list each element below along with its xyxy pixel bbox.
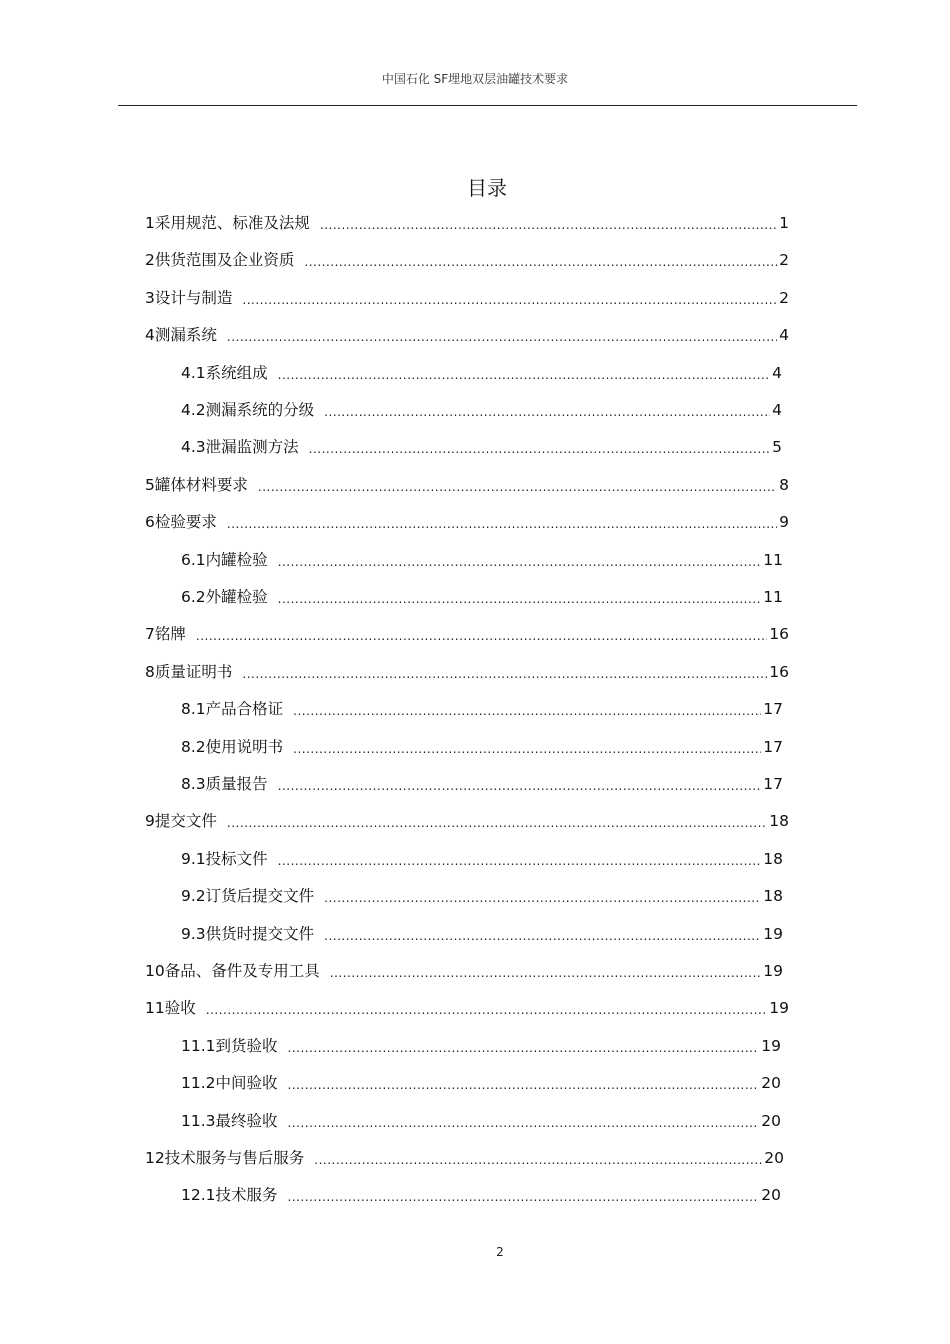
toc-dot-leader — [278, 776, 762, 796]
toc-entry-page: 17 — [763, 700, 783, 719]
toc-entry-label: 铭牌 — [154, 625, 186, 644]
toc-entry-label: 质量证明书 — [154, 662, 233, 681]
toc-entry-page: 18 — [769, 812, 789, 831]
toc-entry[interactable] — [145, 996, 789, 1020]
toc-entry-label: 提交文件 — [154, 812, 217, 831]
toc-entry-page: 2 — [779, 251, 789, 270]
toc-entry-number: 6 — [145, 513, 155, 532]
toc-dot-leader — [206, 1000, 768, 1020]
toc-entry[interactable] — [181, 548, 783, 572]
toc-entry-page: 16 — [769, 662, 789, 681]
toc-entry-page: 17 — [763, 737, 783, 756]
toc-entry-label: 设计与制造 — [154, 288, 233, 307]
toc-entry-label: 质量报告 — [205, 775, 268, 793]
toc-entry[interactable] — [145, 473, 789, 497]
toc-entry[interactable] — [181, 398, 782, 422]
toc-entry-page: 5 — [772, 438, 782, 457]
toc-entry[interactable] — [145, 510, 789, 534]
toc-entry-page: 18 — [763, 849, 783, 868]
toc-entry[interactable] — [181, 585, 783, 609]
toc-entry[interactable] — [181, 361, 782, 385]
toc-entry-number: 6.1 — [181, 550, 206, 569]
toc-dot-leader — [227, 813, 767, 833]
toc-dot-leader — [242, 290, 777, 310]
toc-entry-number: 4.3 — [181, 438, 206, 457]
toc-entry-page: 8 — [779, 475, 789, 494]
toc-entry-page: 18 — [763, 887, 783, 906]
toc-entry[interactable] — [145, 622, 789, 646]
toc-entry-label: 投标文件 — [205, 849, 268, 868]
toc-dot-leader — [278, 589, 762, 609]
toc-entry-number: 9 — [145, 812, 155, 831]
toc-entry-number: 6.2 — [181, 588, 206, 606]
toc-entry-number: 8.1 — [181, 700, 206, 719]
toc-entry-page: 19 — [763, 924, 783, 943]
toc-dot-leader — [324, 888, 761, 908]
toc-entry-page: 4 — [772, 401, 782, 419]
toc-entry-number: 4.2 — [181, 401, 206, 419]
toc-dot-leader — [258, 477, 777, 497]
toc-entry-number: 8.2 — [181, 737, 206, 756]
toc-entry-number: 12 — [145, 1149, 165, 1167]
header-rule — [118, 105, 857, 106]
toc-dot-leader — [278, 851, 762, 871]
toc-entry-label: 技术服务 — [215, 1186, 278, 1205]
toc-entry-page: 1 — [779, 214, 789, 232]
toc-entry[interactable] — [145, 211, 789, 235]
toc-entry-label: 备品、备件及专用工具 — [164, 962, 320, 980]
toc-dot-leader — [196, 626, 767, 646]
toc-entry-label: 测漏系统的分级 — [205, 401, 315, 419]
toc-dot-leader — [242, 664, 767, 684]
toc-entry-page: 20 — [761, 1111, 781, 1130]
toc-dot-leader — [293, 701, 761, 721]
toc-entry[interactable] — [181, 697, 783, 721]
toc-entry[interactable] — [145, 809, 789, 833]
toc-dot-leader — [314, 1150, 762, 1170]
toc-entry[interactable] — [145, 660, 789, 684]
toc-entry-label: 技术服务与售后服务 — [164, 1149, 305, 1167]
toc-entry-number: 8 — [145, 662, 155, 681]
toc-entry-page: 20 — [761, 1074, 781, 1093]
toc-entry[interactable] — [181, 1034, 781, 1058]
toc-entry-label: 测漏系统 — [154, 326, 217, 345]
toc-entry[interactable] — [181, 1183, 781, 1207]
toc-entry-number: 5 — [145, 475, 155, 494]
toc-entry-page: 4 — [772, 363, 782, 382]
toc-title: 目录 — [467, 176, 507, 200]
toc-entry-page: 19 — [763, 962, 783, 980]
toc-entry[interactable] — [181, 922, 783, 946]
toc-entry[interactable] — [181, 772, 783, 796]
toc-dot-leader — [288, 1187, 760, 1207]
toc-dot-leader — [324, 926, 761, 946]
toc-entry[interactable] — [181, 735, 783, 759]
toc-entry-page: 11 — [763, 588, 783, 606]
toc-dot-leader — [288, 1075, 760, 1095]
toc-entry[interactable] — [181, 1109, 781, 1133]
toc-entry-label: 泄漏监测方法 — [205, 438, 299, 457]
toc-entry-page: 2 — [779, 288, 789, 307]
toc-dot-leader — [278, 365, 770, 385]
toc-entry-page: 20 — [761, 1186, 781, 1205]
toc-entry-label: 供货范围及企业资质 — [154, 251, 295, 270]
toc-entry-label: 罐体材料要求 — [154, 475, 248, 494]
toc-entry-page: 20 — [764, 1149, 784, 1167]
toc-dot-leader — [324, 402, 770, 422]
toc-entry-label: 检验要求 — [154, 513, 217, 532]
toc-entry-label: 产品合格证 — [205, 700, 284, 719]
toc-entry-number: 9.3 — [181, 924, 206, 943]
toc-entry-label: 供货时提交文件 — [205, 924, 315, 943]
toc-entry-page: 16 — [769, 625, 789, 644]
toc-entry-number: 10 — [145, 962, 165, 980]
toc-dot-leader — [227, 327, 777, 347]
toc-entry-number: 11 — [145, 999, 165, 1018]
toc-entry-label: 最终验收 — [215, 1111, 278, 1130]
toc-entry-number: 12.1 — [181, 1186, 216, 1205]
toc-entry[interactable] — [145, 1146, 784, 1170]
toc-entry-number: 4.1 — [181, 363, 206, 382]
toc-entry[interactable] — [145, 248, 789, 272]
toc-dot-leader — [278, 552, 762, 572]
toc-dot-leader — [320, 215, 777, 235]
toc-dot-leader — [330, 963, 762, 983]
toc-dot-leader — [288, 1113, 760, 1133]
toc-entry-number: 9.2 — [181, 887, 206, 906]
toc-entry-page: 9 — [779, 513, 789, 532]
toc-dot-leader — [304, 252, 777, 272]
toc-entry-label: 外罐检验 — [205, 588, 268, 606]
toc-entry-number: 2 — [145, 251, 155, 270]
toc-entry[interactable] — [181, 1071, 781, 1095]
toc-entry-number: 4 — [145, 326, 155, 345]
toc-entry-page: 19 — [769, 999, 789, 1018]
toc-entry[interactable] — [181, 847, 783, 871]
toc-entry[interactable] — [145, 323, 789, 347]
toc-entry-number: 8.3 — [181, 775, 206, 793]
toc-entry-label: 使用说明书 — [205, 737, 284, 756]
toc-entry-label: 到货验收 — [215, 1036, 278, 1055]
running-header: 中国石化 SF埋地双层油罐技术要求 — [381, 72, 569, 86]
toc-entry-label: 系统组成 — [205, 363, 268, 382]
toc-entry-page: 4 — [779, 326, 789, 345]
toc-entry-page: 11 — [763, 550, 783, 569]
toc-entry-label: 采用规范、标准及法规 — [154, 214, 310, 232]
toc-entry[interactable] — [181, 435, 782, 459]
toc-entry-label: 内罐检验 — [205, 550, 268, 569]
toc-entry-label: 验收 — [164, 999, 196, 1018]
page-number: 2 — [496, 1245, 504, 1259]
toc-entry[interactable] — [145, 959, 783, 983]
toc-entry[interactable] — [145, 286, 789, 310]
toc-entry-number: 1 — [145, 214, 155, 232]
toc-entry-number: 11.3 — [181, 1111, 216, 1130]
toc-entry-page: 17 — [763, 775, 783, 793]
toc-entry-label: 中间验收 — [215, 1074, 278, 1093]
toc-entry[interactable] — [181, 884, 783, 908]
toc-entry-number: 9.1 — [181, 849, 206, 868]
toc-entry-number: 11.1 — [181, 1036, 216, 1055]
toc-dot-leader — [309, 439, 770, 459]
toc-entry-page: 19 — [761, 1036, 781, 1055]
toc-dot-leader — [293, 739, 761, 759]
toc-entry-label: 订货后提交文件 — [205, 887, 315, 906]
toc-dot-leader — [227, 514, 777, 534]
toc-entry-number: 7 — [145, 625, 155, 644]
toc-entry-number: 3 — [145, 288, 155, 307]
toc-entry-number: 11.2 — [181, 1074, 216, 1093]
toc-dot-leader — [288, 1038, 760, 1058]
